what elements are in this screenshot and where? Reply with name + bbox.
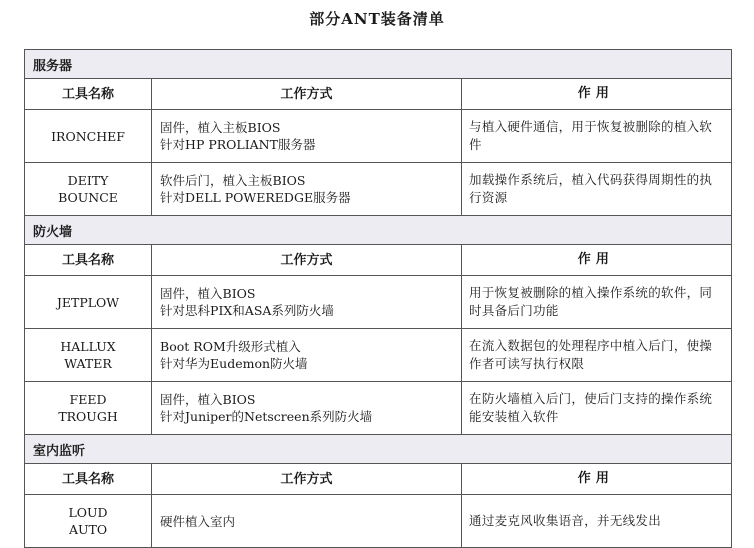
column-header-method: 工作方式 <box>152 79 462 110</box>
work-method-cell <box>152 329 462 382</box>
tool-name-cell <box>25 276 152 329</box>
work-method-line: 针对思科PIX和ASA系列防火墙 <box>160 303 334 318</box>
section-header <box>25 216 732 245</box>
column-header-name: 工具名称 <box>25 464 152 495</box>
column-header-name: 工具名称 <box>25 245 152 276</box>
work-method-cell <box>152 276 462 329</box>
tool-name: BOUNCE <box>58 190 118 205</box>
table-row <box>25 110 732 163</box>
work-method-line: 针对Juniper的Netscreen系列防火墙 <box>160 409 373 424</box>
table-row <box>25 382 732 435</box>
column-header-role: 作 用 <box>462 464 732 495</box>
tool-name: IRONCHEF <box>51 128 125 144</box>
section-header <box>25 435 732 464</box>
role-text: 在流入数据包的处理程序中植入后门，使操作者可读写执行权限 <box>469 338 713 371</box>
tool-name: LOUD <box>68 505 108 520</box>
tool-name: JETPLOW <box>56 294 120 310</box>
role-cell <box>462 495 732 548</box>
column-header-name: 工具名称 <box>25 79 152 110</box>
role-cell <box>462 163 732 216</box>
column-header-role: 作 用 <box>462 79 732 110</box>
work-method-line: Boot ROM升级形式植入 <box>160 339 301 354</box>
table-row <box>25 163 732 216</box>
tool-name-cell <box>25 163 152 216</box>
work-method-line: 针对华为Eudemon防火墙 <box>160 356 308 371</box>
tool-name-cell <box>25 329 152 382</box>
work-method-line: 针对HP PROLIANT服务器 <box>160 137 316 152</box>
work-method-cell <box>152 110 462 163</box>
tool-name: AUTO <box>68 522 108 537</box>
role-text: 用于恢复被删除的植入操作系统的软件，同时具备后门功能 <box>469 285 713 318</box>
role-text: 通过麦克风收集语音，并无线发出 <box>469 513 662 528</box>
role-text: 在防火墙植入后门，使后门支持的操作系统能安装植入软件 <box>469 391 713 424</box>
tool-name: TROUGH <box>58 409 118 424</box>
work-method-line: 固件，植入BIOS <box>160 392 256 407</box>
column-header-method: 工作方式 <box>152 245 462 276</box>
table-row <box>25 329 732 382</box>
table-row <box>25 495 732 548</box>
tool-name: WATER <box>64 356 112 371</box>
table-row <box>25 276 732 329</box>
tool-name: HALLUX <box>60 339 116 354</box>
role-cell <box>462 276 732 329</box>
role-cell <box>462 329 732 382</box>
equipment-table-body <box>25 50 732 548</box>
tool-name: DEITY <box>67 173 109 188</box>
work-method-cell <box>152 495 462 548</box>
work-method-line: 固件，植入主板BIOS <box>160 120 281 135</box>
role-cell <box>462 382 732 435</box>
work-method-cell <box>152 382 462 435</box>
work-method-line: 硬件植入室内 <box>160 513 236 529</box>
work-method-cell <box>152 163 462 216</box>
tool-name-cell <box>25 495 152 548</box>
column-header-method: 工作方式 <box>152 464 462 495</box>
role-text: 与植入硬件通信，用于恢复被删除的植入软件 <box>469 119 713 152</box>
page-title: 部分ANT装备清单 <box>309 10 445 28</box>
column-header-row <box>25 79 732 110</box>
work-method-line: 固件，植入BIOS <box>160 286 256 301</box>
role-cell <box>462 110 732 163</box>
section-header <box>25 50 732 79</box>
work-method-line: 针对DELL POWEREDGE服务器 <box>160 190 351 205</box>
section-label: 防火墙 <box>25 216 732 245</box>
tool-name: FEED <box>69 392 107 407</box>
column-header-role: 作 用 <box>462 245 732 276</box>
equipment-table <box>24 49 732 548</box>
tool-name-cell <box>25 382 152 435</box>
column-header-row <box>25 245 732 276</box>
section-label: 服务器 <box>25 50 732 79</box>
tool-name-cell <box>25 110 152 163</box>
role-text: 加载操作系统后，植入代码获得周期性的执行资源 <box>469 172 713 205</box>
section-label: 室内监听 <box>25 435 732 464</box>
work-method-line: 软件后门，植入主板BIOS <box>160 173 306 188</box>
column-header-row <box>25 464 732 495</box>
